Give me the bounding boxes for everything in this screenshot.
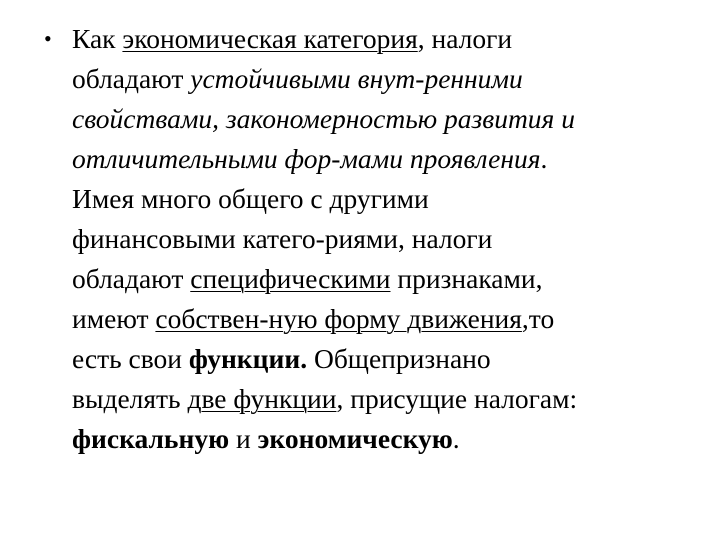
taxes-paragraph [72, 19, 692, 459]
paragraph-line [72, 219, 692, 259]
paragraph-line [72, 179, 692, 219]
bold-text-segment: экономическую [257, 423, 453, 454]
text-segment: Имея много общего с другими [72, 183, 429, 214]
underline-text-segment: экономическая категория [122, 23, 418, 54]
bold-text-segment: функции. [188, 343, 308, 374]
text-segment: обладают [72, 63, 191, 94]
paragraph-line [72, 259, 692, 299]
text-segment: обладают [72, 263, 191, 294]
underline-text-segment: две функции [187, 383, 337, 414]
text-segment: Как [72, 23, 123, 54]
paragraph-line [72, 379, 692, 419]
paragraph-line [72, 19, 692, 59]
paragraph-line [72, 59, 692, 99]
text-segment: , налоги [417, 23, 513, 54]
underline-text-segment: собствен-ную форму движения [155, 303, 522, 334]
underline-text-segment: специфическими [190, 263, 391, 294]
paragraph-line [72, 419, 692, 459]
italic-text-segment: отличительными фор-мами проявления [72, 143, 541, 174]
text-segment: выделять [72, 383, 188, 414]
text-segment: . [540, 143, 548, 174]
italic-text-segment: свойствами, закономерностью развития и [72, 103, 575, 134]
paragraph-line [72, 339, 692, 379]
paragraph-line [72, 99, 692, 139]
text-segment: Общепризнано [307, 343, 491, 374]
text-segment: есть свои [72, 343, 189, 374]
bullet-marker: • [44, 26, 52, 51]
paragraph-line [72, 299, 692, 339]
text-segment: ,то [521, 303, 555, 334]
text-segment: и [229, 423, 258, 454]
text-segment: имеют [72, 303, 156, 334]
text-segment: , присущие налогам: [336, 383, 578, 414]
italic-text-segment: устойчивыми внут-ренними [190, 63, 523, 94]
text-segment: признаками, [390, 263, 543, 294]
text-segment: финансовыми катего-риями, налоги [72, 223, 493, 254]
bold-text-segment: фискальную [72, 423, 230, 454]
text-segment: . [452, 423, 460, 454]
paragraph-line [72, 139, 692, 179]
